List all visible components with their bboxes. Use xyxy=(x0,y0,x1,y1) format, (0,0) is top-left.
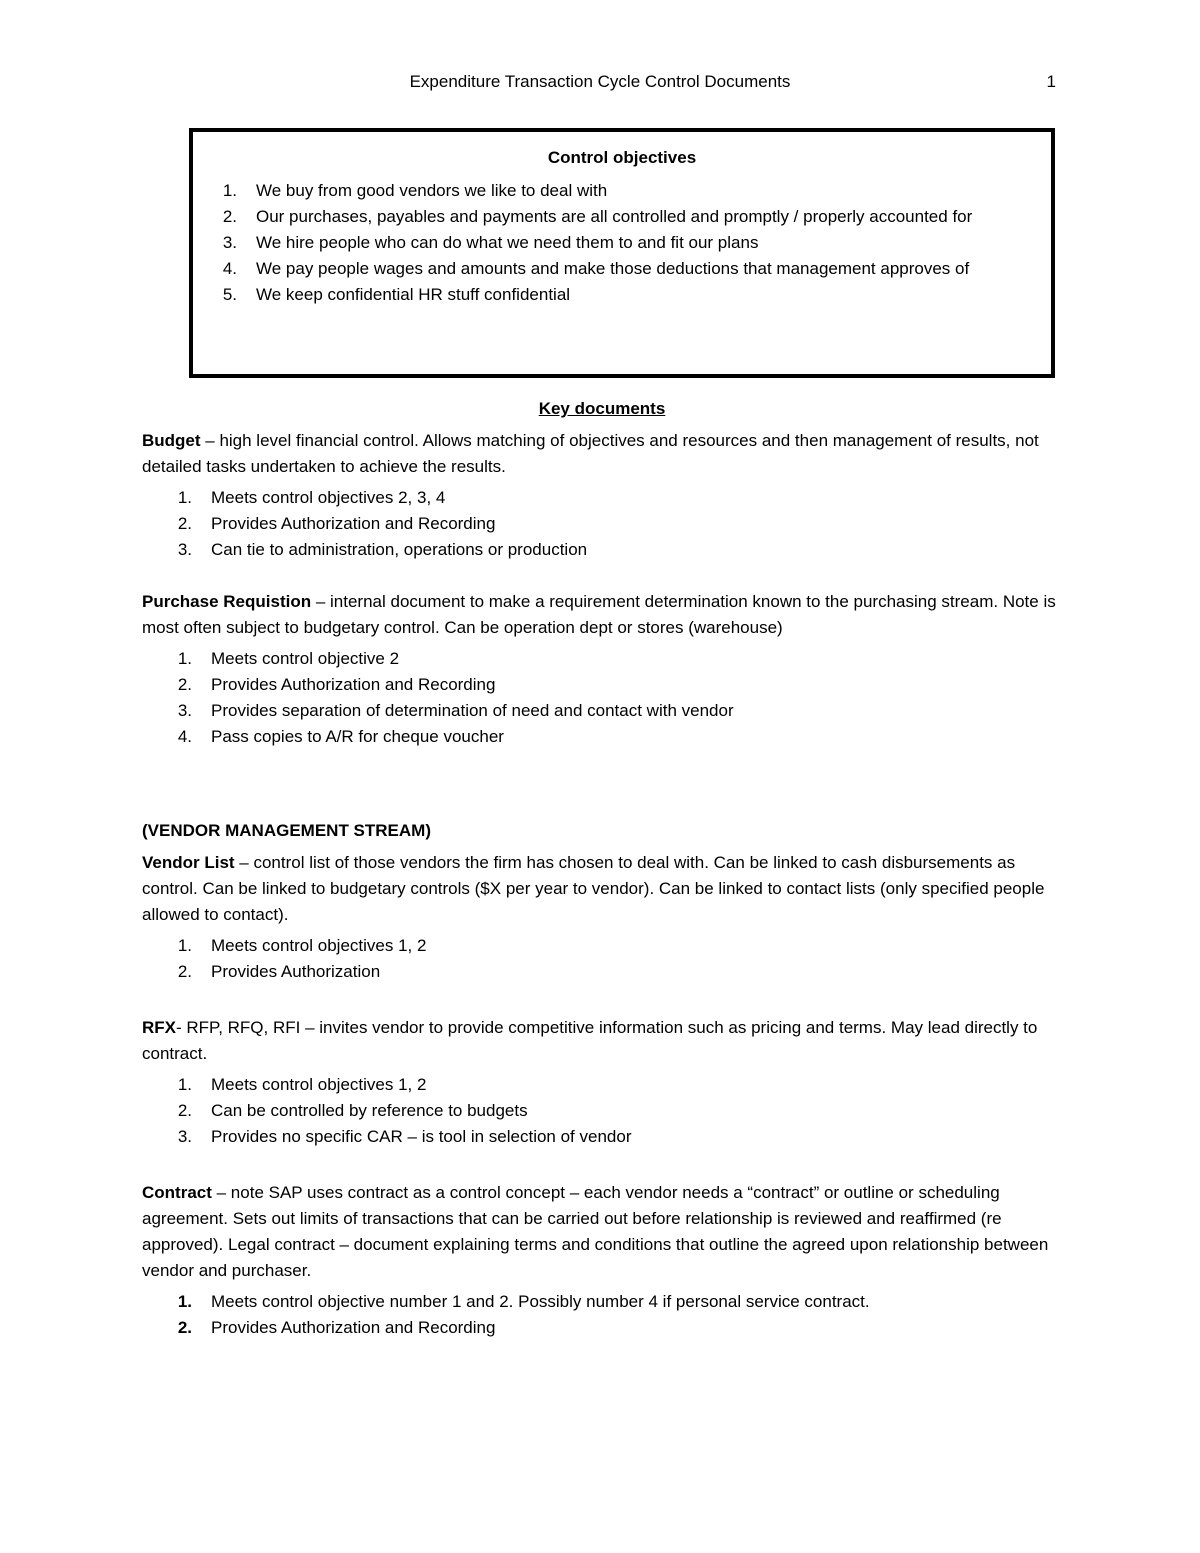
key-documents-heading: Key documents xyxy=(538,399,666,418)
list-item: 2. Provides Authorization and Recording xyxy=(177,514,496,533)
control-objectives-title: Control objectives xyxy=(547,148,697,167)
control-objectives-list xyxy=(213,178,1047,308)
list-item: 1. Meets control objective number 1 and 2. Possibly number 4 if personal service contract. xyxy=(177,1292,870,1311)
list-item: 2. Provides Authorization xyxy=(177,962,381,981)
vendor-stream-heading: (VENDOR MANAGEMENT STREAM) xyxy=(142,821,431,840)
list-item: 1. Meets control objectives 1, 2 xyxy=(177,1075,427,1094)
list-item: 1. Meets control objectives 1, 2 xyxy=(177,936,427,955)
vendor-list-list xyxy=(142,933,1062,985)
budget-paragraph: Budget – high level financial control. Allows matching of objectives and resources and then management of results, not detailed tasks undertaken to achieve the results. xyxy=(142,431,1039,476)
list-item: 3. Provides no specific CAR – is tool in selection of vendor xyxy=(177,1127,632,1146)
list-item: 3. We hire people who can do what we need them to and fit our plans xyxy=(222,233,759,252)
budget-list xyxy=(142,485,1062,563)
list-item: 2. Our purchases, payables and payments are all controlled and promptly / properly accounted for xyxy=(222,207,973,226)
page-header xyxy=(0,72,1200,98)
header-title: Expenditure Transaction Cycle Control Documents xyxy=(409,72,791,91)
purchase-requisition-list xyxy=(142,646,1062,750)
page-number: 1 xyxy=(1046,72,1056,91)
contract-paragraph: Contract – note SAP uses contract as a control concept – each vendor needs a “contract” or outline or scheduling agreement. Sets out limits of transactions that can be carried out before relationship is reviewed and reaffirmed (re approved). Legal contract – document explaining terms and conditions that outline the agreed upon relationship between vendor and purchaser. xyxy=(142,1183,1049,1280)
list-item: 1. Meets control objective 2 xyxy=(177,649,400,668)
list-item: 2. Provides Authorization and Recording xyxy=(177,1318,496,1337)
list-item: 5. We keep confidential HR stuff confidential xyxy=(222,285,571,304)
control-objectives-box xyxy=(189,128,1055,378)
list-item: 2. Can be controlled by reference to budgets xyxy=(177,1101,528,1120)
list-item: 2. Provides Authorization and Recording xyxy=(177,675,496,694)
rfx-list xyxy=(142,1072,1062,1150)
list-item: 3. Provides separation of determination of need and contact with vendor xyxy=(177,701,734,720)
list-item: 4. Pass copies to A/R for cheque voucher xyxy=(177,727,504,746)
list-item: 3. Can tie to administration, operations or production xyxy=(177,540,588,559)
list-item: 1. Meets control objectives 2, 3, 4 xyxy=(177,488,446,507)
purchase-requisition-paragraph: Purchase Requistion – internal document to make a requirement determination known to the purchasing stream. Note is most often subject to budgetary control. Can be operation dept or stores (warehouse) xyxy=(142,592,1056,637)
contract-list xyxy=(142,1289,1062,1341)
vendor-list-paragraph: Vendor List – control list of those vendors the firm has chosen to deal with. Can be linked to cash disbursements as control. Can be linked to budgetary controls ($X per year to vendor). Can be linked to contact lists (only specified people allowed to contact). xyxy=(142,853,1045,924)
list-item: 1. We buy from good vendors we like to deal with xyxy=(222,181,608,200)
rfx-paragraph: RFX- RFP, RFQ, RFI – invites vendor to provide competitive information such as pricing and terms. May lead directly to contract. xyxy=(142,1018,1038,1063)
document-body xyxy=(142,396,1062,1341)
list-item: 4. We pay people wages and amounts and make those deductions that management approves of xyxy=(222,259,970,278)
